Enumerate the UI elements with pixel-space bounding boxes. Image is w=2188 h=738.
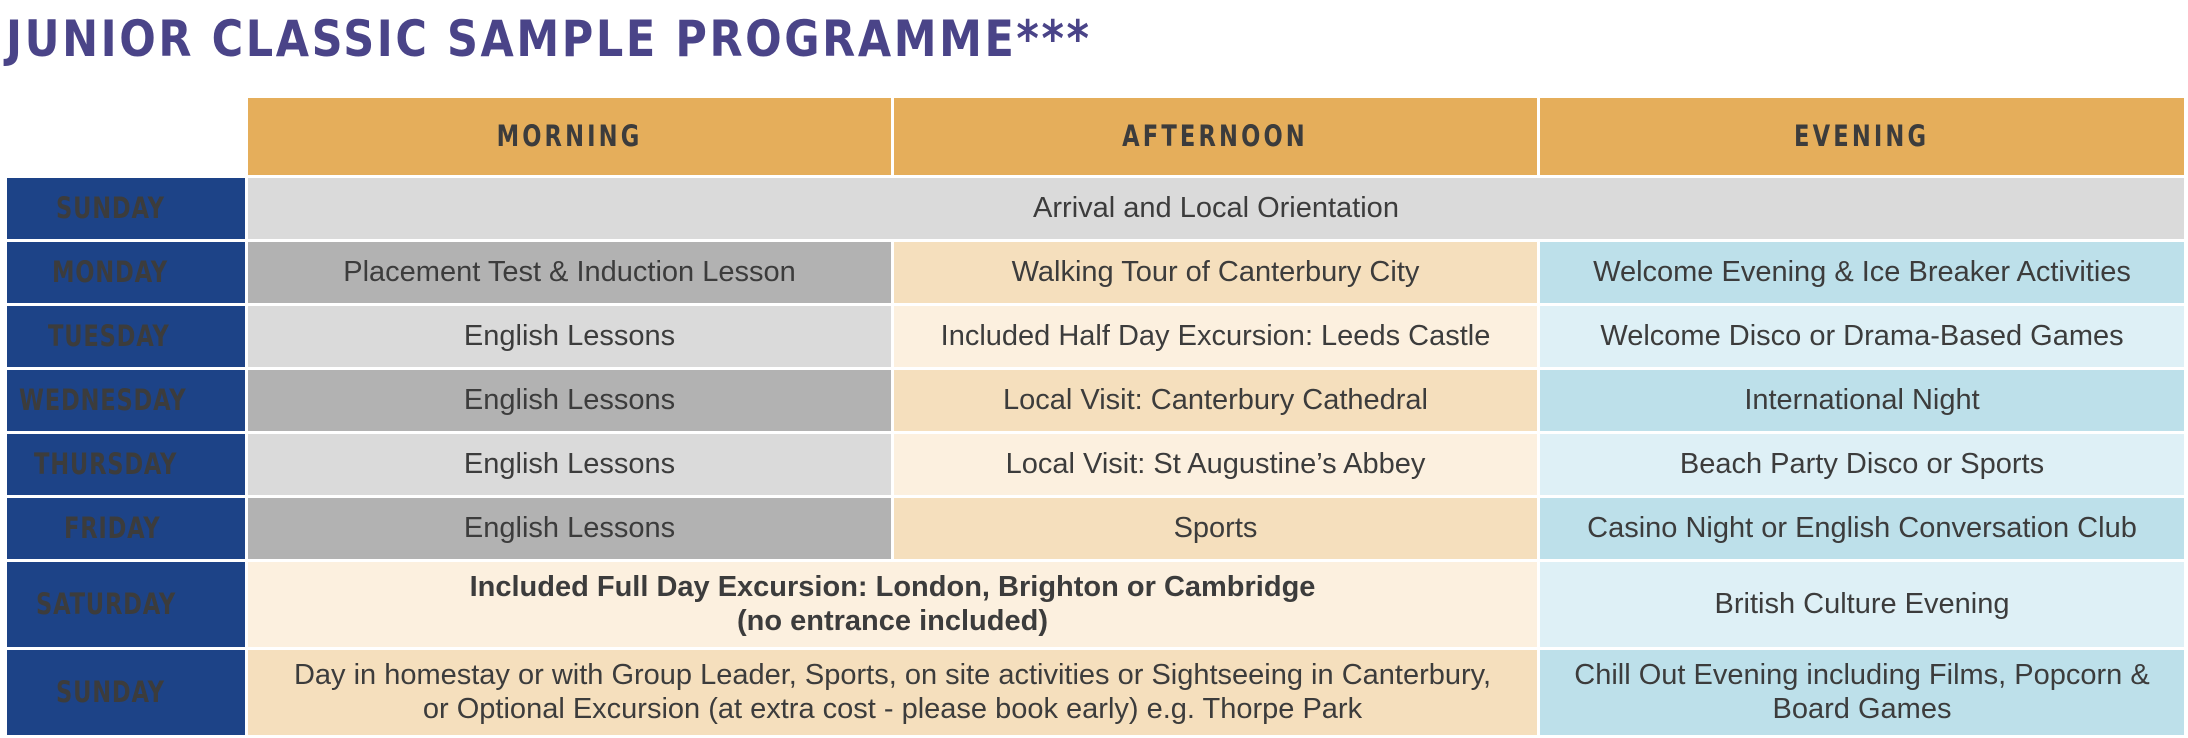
day-label: MONDAY bbox=[51, 254, 168, 289]
day-label: TUESDAY bbox=[48, 318, 170, 353]
afternoon-cell: Walking Tour of Canterbury City bbox=[893, 241, 1539, 305]
evening-cell bbox=[1539, 649, 2186, 737]
day-options-line1: Day in homestay or with Group Leader, Sports, on site activities or Sightseeing in Canterbury, bbox=[293, 659, 1492, 692]
afternoon-cell: Sports bbox=[893, 497, 1539, 561]
morning-cell: English Lessons bbox=[247, 369, 893, 433]
evening-line1: Chill Out Evening including Films, Popcorn & bbox=[1574, 659, 2150, 692]
day-cell bbox=[6, 433, 247, 497]
day-label: SUNDAY bbox=[56, 190, 166, 225]
all-day-cell: Arrival and Local Orientation bbox=[247, 177, 2186, 241]
afternoon-cell: Included Half Day Excursion: Leeds Castle bbox=[893, 305, 1539, 369]
day-cell bbox=[6, 561, 247, 649]
table-row-sunday-arrival bbox=[6, 177, 2186, 241]
morning-cell: English Lessons bbox=[247, 497, 893, 561]
table-row-friday bbox=[6, 497, 2186, 561]
morning-cell: English Lessons bbox=[247, 433, 893, 497]
corner-cell bbox=[6, 97, 247, 177]
header-afternoon bbox=[893, 97, 1539, 177]
evening-cell: Welcome Disco or Drama-Based Games bbox=[1539, 305, 2186, 369]
day-label: THURSDAY bbox=[34, 446, 178, 481]
day-label: SUNDAY bbox=[56, 674, 166, 709]
day-cell bbox=[6, 305, 247, 369]
afternoon-cell: Local Visit: St Augustine’s Abbey bbox=[893, 433, 1539, 497]
day-options-cell bbox=[247, 649, 1539, 737]
day-label: WEDNESDAY bbox=[18, 382, 187, 417]
table-row-monday bbox=[6, 241, 2186, 305]
evening-cell: Welcome Evening & Ice Breaker Activities bbox=[1539, 241, 2186, 305]
table-row-sunday-free bbox=[6, 649, 2186, 737]
header-afternoon-label: AFTERNOON bbox=[1122, 118, 1309, 153]
evening-cell: International Night bbox=[1539, 369, 2186, 433]
header-morning bbox=[247, 97, 893, 177]
header-morning-label: MORNING bbox=[496, 118, 643, 153]
day-label: SATURDAY bbox=[36, 586, 177, 621]
day-cell bbox=[6, 369, 247, 433]
evening-cell: Beach Party Disco or Sports bbox=[1539, 433, 2186, 497]
header-row bbox=[6, 97, 2186, 177]
day-label: FRIDAY bbox=[64, 510, 161, 545]
day-cell bbox=[6, 649, 247, 737]
morning-cell: Placement Test & Induction Lesson bbox=[247, 241, 893, 305]
day-cell bbox=[6, 241, 247, 305]
table-row-saturday bbox=[6, 561, 2186, 649]
header-evening-label: EVENING bbox=[1794, 118, 1930, 153]
day-excursion-line2: (no entrance included) bbox=[737, 604, 1048, 637]
day-excursion-cell bbox=[247, 561, 1539, 649]
afternoon-cell: Local Visit: Canterbury Cathedral bbox=[893, 369, 1539, 433]
day-cell bbox=[6, 177, 247, 241]
programme-table bbox=[4, 95, 2187, 738]
day-options-line2: or Optional Excursion (at extra cost - please book early) e.g. Thorpe Park bbox=[422, 692, 1363, 725]
evening-line2: Board Games bbox=[1772, 692, 1952, 725]
morning-cell: English Lessons bbox=[247, 305, 893, 369]
day-excursion-line1: Included Full Day Excursion: London, Brighton or Cambridge bbox=[469, 571, 1316, 604]
table-row-thursday bbox=[6, 433, 2186, 497]
header-evening bbox=[1539, 97, 2186, 177]
table-row-wednesday bbox=[6, 369, 2186, 433]
table-row-tuesday bbox=[6, 305, 2186, 369]
evening-cell: Casino Night or English Conversation Club bbox=[1539, 497, 2186, 561]
evening-cell: British Culture Evening bbox=[1539, 561, 2186, 649]
page-title: JUNIOR CLASSIC SAMPLE PROGRAMME*** bbox=[6, 10, 1092, 68]
day-cell bbox=[6, 497, 247, 561]
